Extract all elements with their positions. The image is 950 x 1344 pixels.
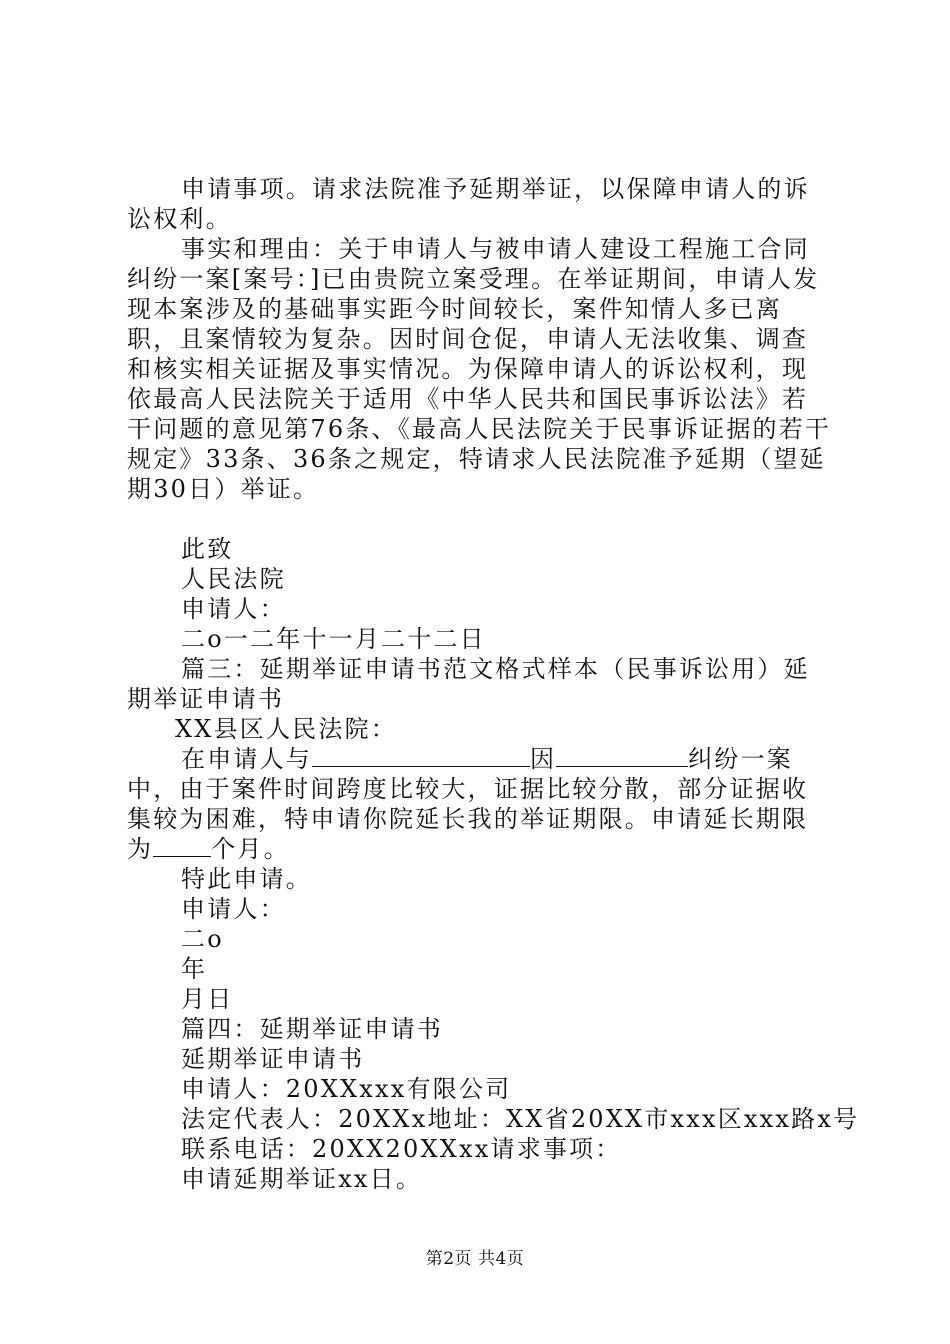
section4-heading: 延期举证申请书 (181, 1045, 365, 1073)
applicant-label: 申请人： (181, 595, 286, 623)
blank-field-dispute (556, 744, 688, 767)
blank-field-months (153, 834, 211, 857)
date-line: 二o一二年十一月二十二日 (181, 625, 486, 653)
section4-phone-request: 联系电话：20XX20XXxx请求事项： (181, 1135, 622, 1163)
section3-closing: 特此申请。 (181, 865, 312, 893)
section3-body-part-c: 纠纷一案中，由于案件时间跨度比较大，证据比较分散，部分证据收集较为困难，特申请你院延长我的举证期限。申请延长期限为 (127, 745, 809, 863)
section3-body-part-a: 在申请人与 (181, 745, 312, 773)
closing-to: 此致 (181, 535, 234, 563)
section3-body-part-d: 个月。 (211, 835, 290, 863)
blank-field-party (312, 744, 530, 767)
section4-applicant: 申请人：20XXxxx有限公司 (181, 1075, 512, 1103)
section3-date-monthday: 月日 (181, 985, 234, 1013)
paragraph-facts-reasons: 事实和理由：关于申请人与被申请人建设工程施工合同纠纷一案[案号：]已由贵院立案受理。在举证期间，申请人发现本案涉及的基础事实距今时间较长，案件知情人多已离职，且案情较为复杂。因时间仓促，申请人无法收集、调查和核实相关证据及事实情况。为保障申请人的诉讼权利，现依最高人民法院关于适用《中华人民共和国民事诉讼法》若干问题的意见第76条、《最高人民法院关于民事诉证据的若干规定》33条、36条之规定，特请求人民法院准予延期（望延期30日）举证。 (127, 235, 832, 503)
section3-applicant-label: 申请人： (181, 895, 286, 923)
page-footer: 第2页 共4页 (425, 1249, 525, 1269)
document-body (127, 174, 860, 1194)
section3-court: XX县区人民法院： (175, 715, 397, 743)
paragraph-request-items: 申请事项。请求法院准予延期举证，以保障申请人的诉讼权利。 (127, 175, 810, 233)
section3-body-part-b: 因 (530, 745, 557, 773)
section4-request: 申请延期举证xx日。 (181, 1165, 423, 1193)
section3-date-part: 二o (181, 925, 224, 953)
section3-body (127, 744, 832, 864)
section4-representative-address: 法定代表人：20XXx地址：XX省20XX市xxx区xxx路x号 (181, 1105, 860, 1133)
section3-date-year: 年 (181, 955, 208, 983)
section4-title: 篇四：延期举证申请书 (181, 1015, 443, 1043)
section3-title: 篇三：延期举证申请书范文格式样本（民事诉讼用）延期举证申请书 (127, 655, 810, 713)
addressee-court: 人民法院 (181, 565, 286, 593)
paragraph-spacer (127, 504, 832, 534)
